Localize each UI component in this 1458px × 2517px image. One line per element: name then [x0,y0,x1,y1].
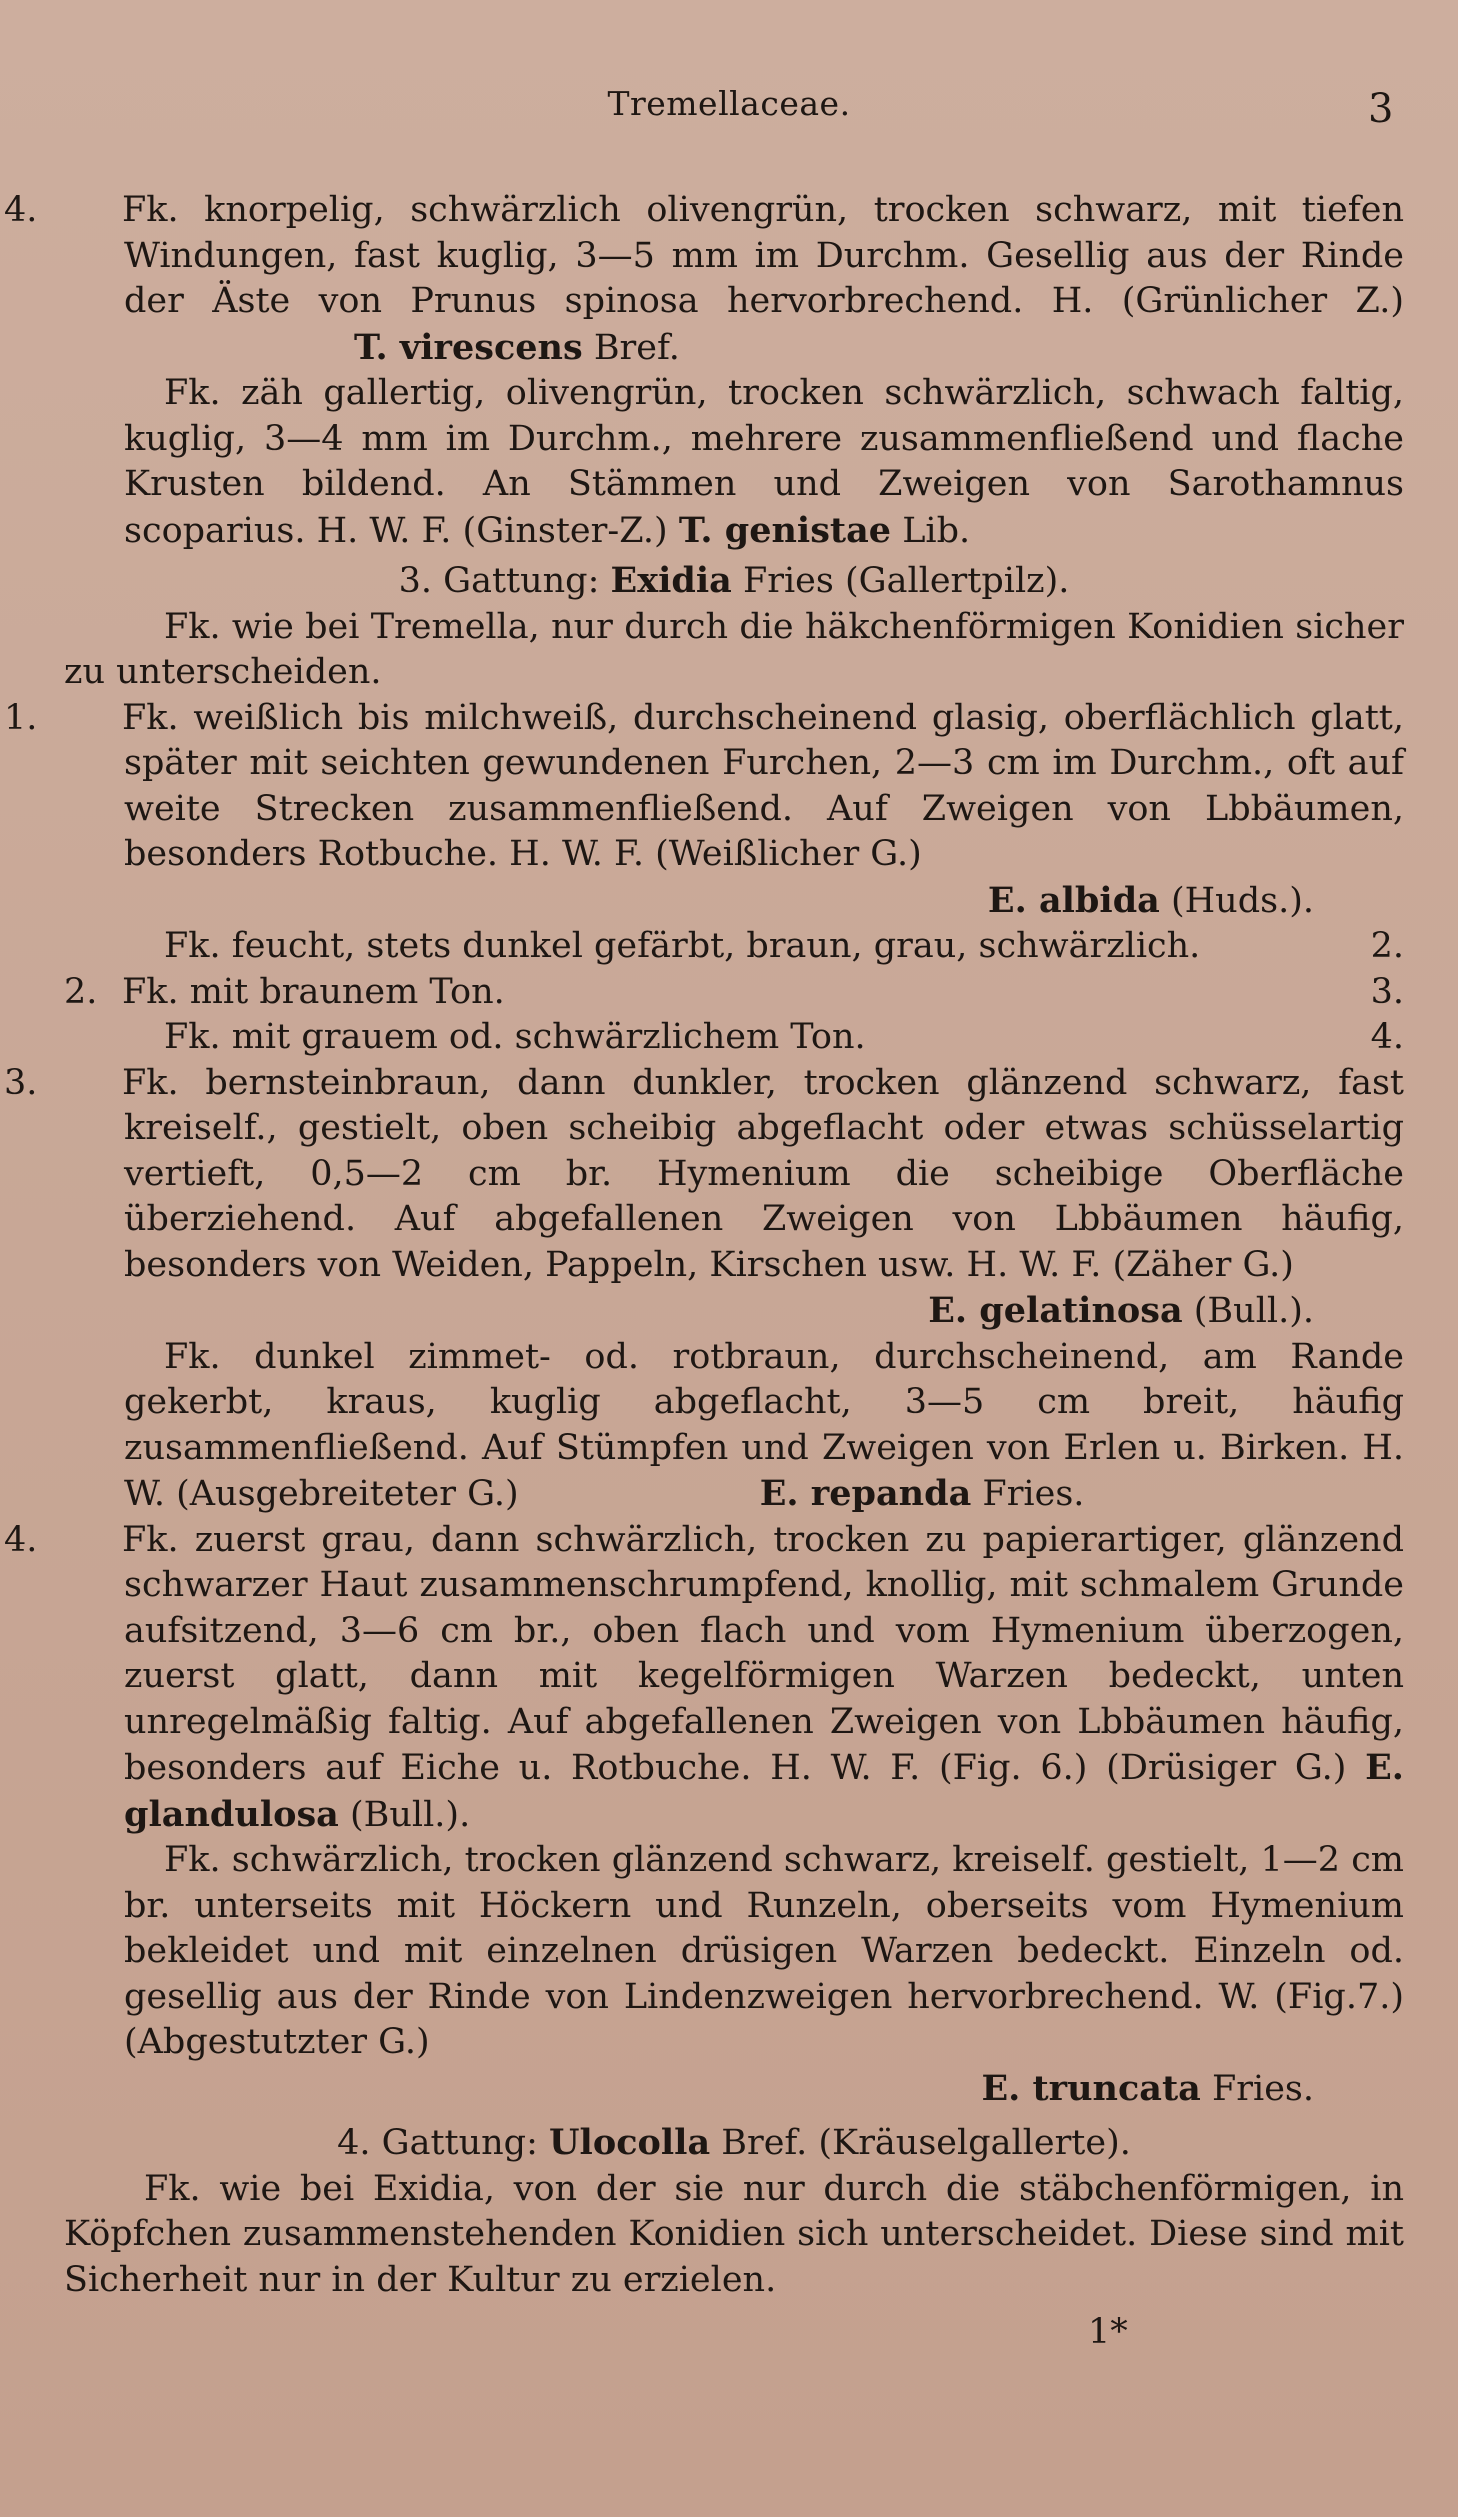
species-author: (Bull.). [349,1794,471,1835]
key-entry-2 [64,970,1404,1016]
species-line-gelatinosa [64,1288,1404,1335]
running-header: Tremellaceae. [607,84,851,123]
key-entry-1-alt [64,924,1404,970]
species-author: Lib. [902,510,971,551]
entry-text: Fk. weißlich bis milchweiß, durchscheinend glasig, oberflächlich glatt, später mit seichten gewundenen Furchen, 2—3 cm im Durchm., oft auf weite Strecken zusammenfließend. Auf Zweigen von Lbbäumen, besonders Rotbuche. H. W. F. (Weißlicher G.) [122,697,1404,874]
entry-number: 2. [64,971,98,1012]
entry-number: 4. [4,1519,38,1560]
genus-description-exidia: Fk. wie bei Tremella, nur durch die häkchenförmigen Konidien sicher zu unterscheiden. [64,606,1404,692]
key-entry-3 [4,1061,1404,1289]
species-name: E. gelatinosa [928,1290,1183,1331]
species-name: E. repanda [759,1473,972,1514]
entry-number: 1. [4,697,38,738]
entry-text: Fk. dunkel zimmet- od. rotbraun, durchscheinend, am Rande gekerbt, kraus, kuglig abgeflacht, 3—5 cm breit, häufig zusammenfließend. Auf Stümpfen und Zweigen von Erlen u. Birken. H. W. (Ausgebreiteter G.) [124,1336,1404,1514]
key-entry-4b-alt [64,1838,1404,2066]
lead-reference: 4. [1370,1017,1404,1057]
species-author: Bref. [593,327,680,368]
species-name: E. truncata [981,2067,1201,2109]
lead-reference: 2. [1370,926,1404,966]
genus-prefix: 3. Gattung: [398,561,600,601]
key-entry-4 [4,188,1404,371]
genus-name: Ulocolla [549,2122,711,2163]
species-name: T. genistae [678,509,892,551]
key-entry-2-alt [64,1015,1404,1061]
entry-text: Fk. zäh gallertig, olivengrün, trocken schwärzlich, schwach faltig, kuglig, 3—4 mm im Durchm., mehrere zusammenfließend und flache Krusten bildend. An Stämmen und Zweigen von Sarothamnus scoparius. H. W. F. (Ginster-Z.) [124,373,1404,551]
entry-text: Fk. feucht, stets dunkel gefärbt, braun, grau, schwärzlich. [164,926,1201,966]
key-entry-1 [4,696,1404,878]
genus-heading-exidia [64,558,1404,605]
entry-text: Fk. bernsteinbraun, dann dunkler, trocken glänzend schwarz, fast kreiself., gestielt, oben scheibig abgeflacht oder etwas schüsselartig vertieft, 0,5—2 cm br. Hymenium die scheibige Oberfläche überziehend. Auf abgefallenen Zweigen von Lbbäumen häufig, besonders von Weiden, Pappeln, Kirschen usw. H. W. F. (Zäher G.) [122,1062,1404,1285]
lead-reference: 3. [1370,971,1404,1012]
entry-number: 3. [4,1062,38,1103]
species-name: E. albida [987,879,1160,921]
key-entry-4b [4,1518,1404,1839]
entry-text: Fk. mit braunem Ton. [122,971,505,1012]
page-number: 3 [1368,86,1394,132]
entry-number: 4. [4,190,38,230]
entry-text: Fk. mit grauem od. schwärzlichem Ton. [164,1017,866,1057]
species-author: Fries. [982,1474,1085,1514]
genus-prefix: 4. Gattung: [337,2123,538,2163]
species-name: T. virescens [354,326,583,368]
species-line-albida [64,878,1404,925]
genus-description-ulocolla: Fk. wie bei Exidia, von der sie nur durch die stäbchenförmigen, in Köpfchen zusammenstehenden Konidien sich unterscheidet. Diese sind mit Sicherheit nur in der Kultur zu erzielen. [64,2168,1404,2300]
signature-mark: 1* [1088,2312,1128,2352]
genus-heading-ulocolla [64,2120,1404,2167]
genus-author: Fries (Gallertpilz). [742,561,1070,601]
species-author: Fries. [1211,2068,1314,2109]
species-author: (Huds.). [1171,880,1314,921]
species-author: (Bull.). [1193,1291,1314,1331]
species-name: E. glandulosa [124,1747,1404,1835]
genus-name: Exidia [610,560,732,601]
species-line-truncata [64,2066,1404,2113]
key-entry-4-alt [64,371,1404,554]
body-text [4,188,1404,2303]
entry-text: Fk. knorpelig, schwärzlich olivengrün, trocken schwarz, mit tiefen Windungen, fast kuglig, 3—5 mm im Durchm. Gesellig aus der Rinde der Äste von Prunus spinosa hervorbrechend. H. (Grünlicher Z.) [122,190,1404,321]
genus-author: Bref. (Kräuselgallerte). [721,2123,1131,2163]
entry-text: Fk. schwärzlich, trocken glänzend schwarz, kreiself. gestielt, 1—2 cm br. unterseits mit Höckern und Runzeln, oberseits vom Hymenium bekleidet und mit einzelnen drüsigen Warzen bedeckt. Einzeln od. gesellig aus der Rinde von Lindenzweigen hervorbrechend. W. (Fig.7.) (Abgestutzter G.) [124,1840,1404,2062]
entry-text: Fk. zuerst grau, dann schwärzlich, trocken zu papierartiger, glänzend schwarzer Haut zusammenschrumpfend, knollig, mit schmalem Grunde aufsitzend, 3—6 cm br., oben flach und vom Hymenium überzogen, zuerst glatt, dann mit kegelförmigen Warzen bedeckt, unten unregelmäßig faltig. Auf abgefallenen Zweigen von Lbbäumen häufig, besonders auf Eiche u. Rotbuche. H. W. F. (Fig. 6.) (Drüsiger G.) [122,1519,1404,1788]
key-entry-3-alt [64,1335,1404,1518]
